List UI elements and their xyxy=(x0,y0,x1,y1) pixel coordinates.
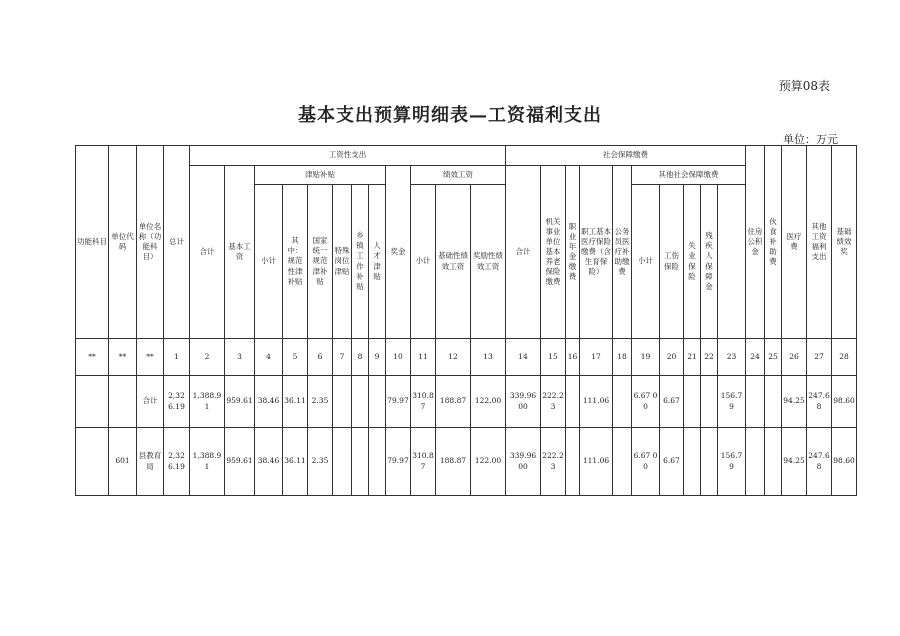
cell-pension: 222.23 xyxy=(541,376,566,428)
cell-medical: 111.06 xyxy=(580,428,613,496)
cell-allow-town xyxy=(352,376,369,428)
cell-social-total: 339.96 00 xyxy=(506,428,541,496)
index-cell: 6 xyxy=(308,339,333,376)
cell-allow-sub: 38.46 xyxy=(255,376,283,428)
index-cell: 24 xyxy=(746,339,765,376)
cell-allow-sub: 38.46 xyxy=(255,428,283,496)
header-bonus: 奖金 xyxy=(386,166,411,339)
header-medical: 职工基本医疗保险缴费（含生育保险） xyxy=(580,166,613,339)
header-basic-perf-bonus: 基础绩效奖 xyxy=(832,146,857,339)
index-cell: 10 xyxy=(386,339,411,376)
cell-basic-wage: 959.61 xyxy=(225,428,255,496)
index-cell: 1 xyxy=(164,339,190,376)
cell-func xyxy=(76,376,109,428)
header-perf-group: 绩效工资 xyxy=(411,166,506,185)
cell-housing: 156.79 xyxy=(718,376,746,428)
header-basic-wage: 基本工资 xyxy=(225,166,255,339)
header-housing-fund: 住房公积金 xyxy=(746,146,765,339)
cell-allow-std: 36.11 xyxy=(283,376,308,428)
header-meal: 伙食补助费 xyxy=(765,146,782,339)
header-pension: 机关事业单位基本养老保险缴费 xyxy=(541,166,566,339)
index-cell: 13 xyxy=(471,339,506,376)
cell-allow-nat: 2.35 xyxy=(308,376,333,428)
header-unit-code: 单位代码 xyxy=(109,146,137,339)
cell-allow-post xyxy=(333,428,352,496)
cell-allow-post xyxy=(333,376,352,428)
index-cell: 20 xyxy=(660,339,684,376)
header-allowance-national: 国家统一规范津补贴 xyxy=(308,185,333,339)
cell-code xyxy=(109,376,137,428)
cell-housing: 156.79 xyxy=(718,428,746,496)
header-med-fee: 医疗费 xyxy=(782,146,807,339)
index-cell: 27 xyxy=(807,339,832,376)
budget-table xyxy=(75,145,857,496)
header-other-subtotal: 小计 xyxy=(632,185,660,339)
cell-injury: 6.67 xyxy=(660,376,684,428)
index-cell: 21 xyxy=(684,339,701,376)
cell-injury: 6.67 xyxy=(660,428,684,496)
cell-medfee xyxy=(765,428,782,496)
index-cell: 3 xyxy=(225,339,255,376)
header-row-2 xyxy=(76,166,857,185)
cell-perf-sub: 310.87 xyxy=(411,376,436,428)
cell-bonus: 79.97 xyxy=(386,376,411,428)
cell-perf-reward: 122.00 xyxy=(471,428,506,496)
cell-transport: 98.60 xyxy=(832,428,857,496)
header-unemployment: 失业保险 xyxy=(684,185,701,339)
header-total: 总计 xyxy=(164,146,190,339)
cell-func xyxy=(76,428,109,496)
table-row xyxy=(76,428,857,496)
cell-other-sub: 6.67 00 xyxy=(632,428,660,496)
header-other-social-group: 其他社会保障缴费 xyxy=(632,166,746,185)
cell-other-welfare: 94.25 xyxy=(782,428,807,496)
cell-civil-med xyxy=(613,376,632,428)
index-cell: 22 xyxy=(701,339,718,376)
cell-allow-nat: 2.35 xyxy=(308,428,333,496)
header-social-group: 社会保障缴费 xyxy=(506,146,746,166)
cell-name: 合计 xyxy=(137,376,164,428)
index-cell: 2 xyxy=(190,339,225,376)
header-allowance-talent: 人才津贴 xyxy=(369,185,386,339)
cell-total: 2,326.19 xyxy=(164,428,190,496)
cell-other-welfare: 94.25 xyxy=(782,376,807,428)
cell-allow-std: 36.11 xyxy=(283,428,308,496)
index-cell: 14 xyxy=(506,339,541,376)
cell-allow-talent xyxy=(369,376,386,428)
cell-social-total: 339.96 00 xyxy=(506,376,541,428)
index-cell: 11 xyxy=(411,339,436,376)
cell-basic-wage: 959.61 xyxy=(225,376,255,428)
cell-code: 601 xyxy=(109,428,137,496)
index-cell: 5 xyxy=(283,339,308,376)
header-perf-basic: 基础性绩效工资 xyxy=(436,185,471,339)
index-cell: 9 xyxy=(369,339,386,376)
cell-pension: 222.23 xyxy=(541,428,566,496)
cell-civil-med xyxy=(613,428,632,496)
cell-meal xyxy=(746,376,765,428)
cell-perf-reward: 122.00 xyxy=(471,376,506,428)
index-cell: 7 xyxy=(333,339,352,376)
index-cell: 25 xyxy=(765,339,782,376)
header-allowance-township: 乡镇工作补贴 xyxy=(352,185,369,339)
index-row xyxy=(76,339,857,376)
index-cell: 4 xyxy=(255,339,283,376)
index-cell: 19 xyxy=(632,339,660,376)
header-allowance-post: 特殊岗位津贴 xyxy=(333,185,352,339)
index-cell: 15 xyxy=(541,339,566,376)
header-allowance-group: 津贴补贴 xyxy=(255,166,386,185)
index-cell: 23 xyxy=(718,339,746,376)
cell-basic-perf: 247.68 xyxy=(807,428,832,496)
header-perf-subtotal: 小计 xyxy=(411,185,436,339)
index-cell: 28 xyxy=(832,339,857,376)
cell-perf-sub: 310.87 xyxy=(411,428,436,496)
header-func-subject: 功能科目 xyxy=(76,146,109,339)
cell-basic-perf: 247.68 xyxy=(807,376,832,428)
header-annuity: 职业年金缴费 xyxy=(566,166,580,339)
index-cell: 26 xyxy=(782,339,807,376)
header-allowance-subtotal: 小计 xyxy=(255,185,283,339)
index-cell: 17 xyxy=(580,339,613,376)
header-allowance-standard: 其中：规范性津补贴 xyxy=(283,185,308,339)
cell-bonus: 79.97 xyxy=(386,428,411,496)
header-civil-medical: 公务员医疗补助缴费 xyxy=(613,166,632,339)
cell-meal xyxy=(746,428,765,496)
header-other-welfare: 其他工资福利支出 xyxy=(807,146,832,339)
index-cell: 18 xyxy=(613,339,632,376)
cell-wage-total: 1,388.91 xyxy=(190,428,225,496)
index-cell: ** xyxy=(76,339,109,376)
table-number-label: 预算08表 xyxy=(778,79,830,93)
cell-name: 县教育局 xyxy=(137,428,164,496)
cell-other-sub: 6.67 00 xyxy=(632,376,660,428)
page-title: 基本支出预算明细表—工资福利支出 xyxy=(298,105,602,126)
cell-allow-talent xyxy=(369,428,386,496)
cell-unemploy xyxy=(684,428,701,496)
cell-total: 2,326.19 xyxy=(164,376,190,428)
header-injury: 工伤保险 xyxy=(660,185,684,339)
header-unit-name: 单位名称（功能科目） xyxy=(137,146,164,339)
index-cell: ** xyxy=(109,339,137,376)
cell-medical: 111.06 xyxy=(580,376,613,428)
cell-annuity xyxy=(566,428,580,496)
cell-disab xyxy=(701,376,718,428)
cell-transport: 98.60 xyxy=(832,376,857,428)
cell-medfee xyxy=(765,376,782,428)
header-wage-total: 合计 xyxy=(190,166,225,339)
header-perf-reward: 奖励性绩效工资 xyxy=(471,185,506,339)
cell-wage-total: 1,388.91 xyxy=(190,376,225,428)
cell-perf-basic: 188.87 xyxy=(436,376,471,428)
table-row xyxy=(76,376,857,428)
cell-allow-town xyxy=(352,428,369,496)
index-cell: 8 xyxy=(352,339,369,376)
index-cell: ** xyxy=(137,339,164,376)
index-cell: 12 xyxy=(436,339,471,376)
unit-label: 单位：万元 xyxy=(783,133,838,146)
cell-perf-basic: 188.87 xyxy=(436,428,471,496)
cell-unemploy xyxy=(684,376,701,428)
header-wage-group: 工资性支出 xyxy=(190,146,506,166)
header-row-1 xyxy=(76,146,857,166)
cell-annuity xyxy=(566,376,580,428)
header-social-total: 合计 xyxy=(506,166,541,339)
cell-disab xyxy=(701,428,718,496)
index-cell: 16 xyxy=(566,339,580,376)
header-disability: 残疾人保障金 xyxy=(701,185,718,339)
